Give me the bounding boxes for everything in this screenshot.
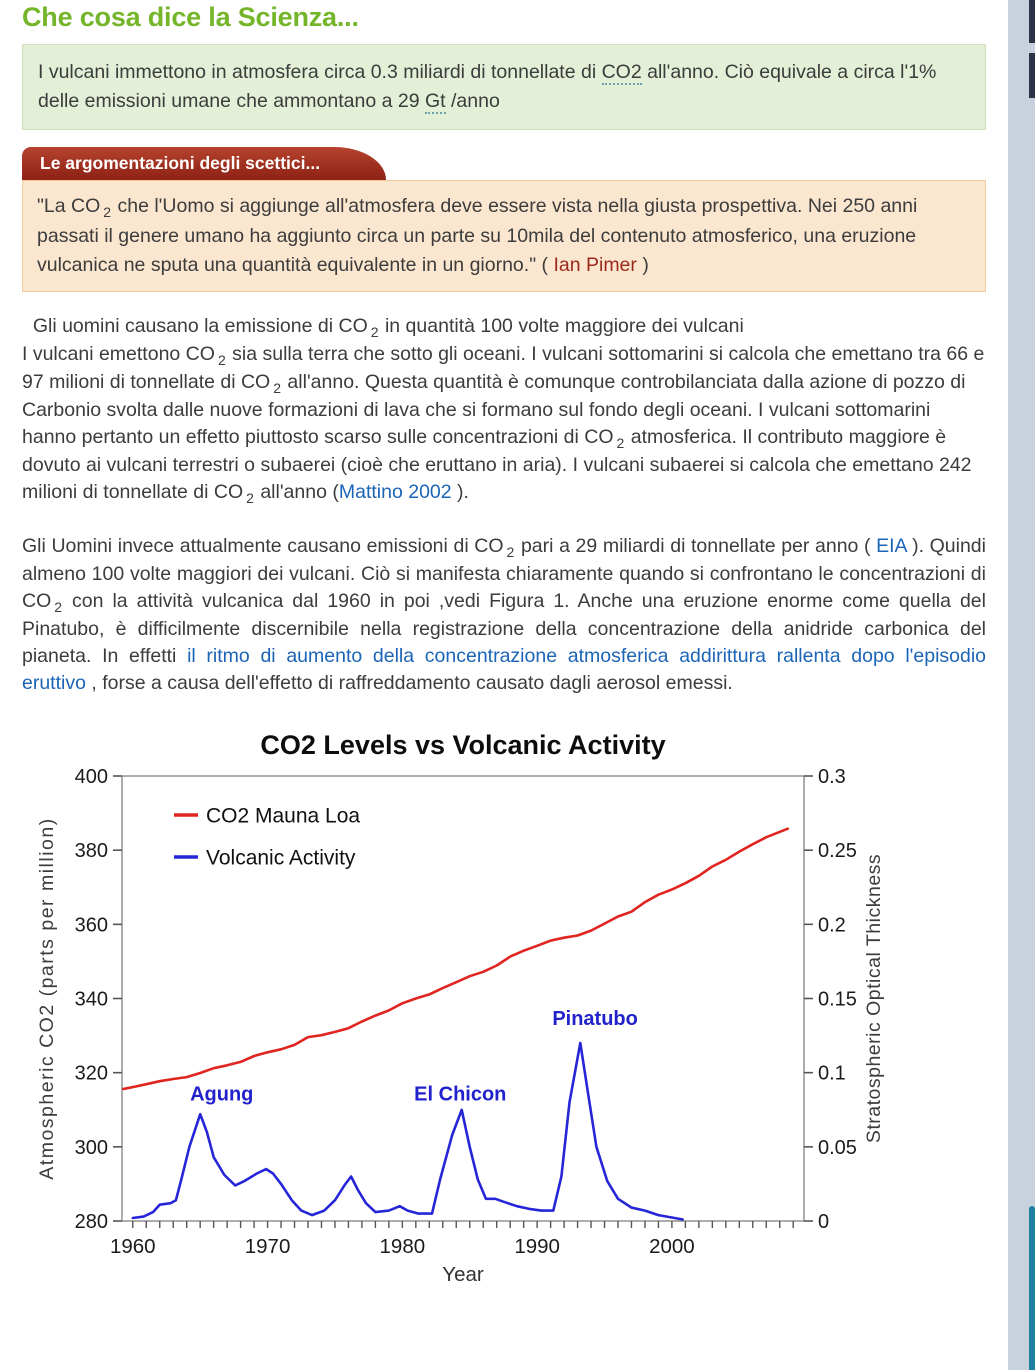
svg-text:Atmospheric CO2 (parts per mil: Atmospheric CO2 (parts per million) — [36, 817, 58, 1180]
eia-link[interactable]: EIA — [876, 535, 907, 557]
science-summary-box — [22, 44, 986, 130]
body-text: Gli Uomini invece attualmente causano emissioni di CO — [22, 535, 504, 557]
skeptics-banner — [22, 147, 392, 180]
svg-text:1970: 1970 — [244, 1235, 291, 1258]
subscript-2: 2 — [616, 435, 625, 451]
body-text: pari a 29 miliardi di tonnellate per anno ( — [515, 535, 877, 557]
quote-text: "La CO — [37, 195, 101, 217]
eruption-rate-link[interactable]: il ritmo di aumento della concentrazione atmosferica addirittura rallenta dopo l'episodio eruttivo — [22, 645, 987, 694]
co2-abbr: CO2 — [601, 61, 642, 83]
body-text: in quantità 100 volte maggiore dei vulcani — [379, 315, 744, 337]
svg-text:El Chicon: El Chicon — [414, 1083, 507, 1106]
body-text: all'anno ( — [254, 481, 339, 503]
subscript-2: 2 — [370, 324, 379, 340]
svg-text:1990: 1990 — [514, 1235, 560, 1258]
svg-text:1960: 1960 — [109, 1235, 156, 1258]
svg-text:320: 320 — [74, 1062, 108, 1085]
body-text: con la attività vulcanica dal 1960 in poi ,vedi Figura 1. Anche una eruzione enorme come quella del Pinatubo, è difficilmente discernibile nella registrazione della concentrazione della anidride carbonica del pianeta. In effetti — [22, 590, 986, 667]
svg-text:CO2 Mauna Loa: CO2 Mauna Loa — [206, 804, 361, 828]
skeptics-banner-curve — [334, 147, 386, 180]
body-text: ). — [451, 481, 469, 503]
body-text: I vulcani emettono CO — [22, 343, 215, 365]
svg-text:360: 360 — [74, 914, 108, 937]
author-link[interactable]: Ian Pimer — [553, 254, 637, 276]
svg-text:Stratospheric Optical Thicknes: Stratospheric Optical Thickness — [863, 853, 885, 1144]
paragraph-volcano-emissions — [22, 313, 986, 507]
subscript-2: 2 — [54, 599, 63, 615]
scrollbar-thumb[interactable] — [1029, 1206, 1035, 1370]
subscript-2: 2 — [246, 490, 254, 506]
right-side-panel — [1008, 0, 1035, 1370]
body-text: sia sulla terra che sotto gli oceani. I vulcani sottomarini si calcola che emettano tra 66 e 97 milioni di tonnellate di CO — [22, 343, 985, 393]
body-text: , forse a causa dell'effetto di raffreddamento causato dagli aerosol emessi. — [85, 672, 733, 694]
mattino-2002-link[interactable]: Mattino 2002 — [338, 481, 452, 503]
svg-text:280: 280 — [74, 1211, 108, 1233]
quote-text: ) — [636, 254, 649, 276]
summary-text: I vulcani immettono in atmosfera circa 0.3 miliardi di tonnellate di — [38, 61, 602, 83]
svg-text:Year: Year — [442, 1263, 484, 1286]
subscript-2: 2 — [273, 380, 282, 396]
svg-text:0.2: 0.2 — [818, 914, 846, 937]
body-text: all'anno. Questa quantità è comunque controbilanciata dalla azione di pozzo di Carbonio svolta dalle nuove formazioni di lava che si formano sul fondo degli oceani. I vulcani sottomarini hanno pertanto un effetto piuttosto scarso sulle concentrazioni di CO — [22, 371, 966, 448]
svg-text:0.3: 0.3 — [818, 766, 846, 788]
summary-text: all'anno. Ciò equivale a circa l'1% delle emissioni umane che ammontano a 29 — [38, 61, 937, 112]
body-text: atmosferica. Il contributo maggiore è dovuto ai vulcani terrestri o subaerei (cioè che eruttano in aria). I vulcani subaerei si calcola che emettano 242 milioni di tonnellate di CO — [22, 426, 972, 503]
svg-text:1980: 1980 — [379, 1235, 426, 1258]
co2-volcanic-activity-chart — [22, 721, 1030, 1299]
skeptic-quote-box — [22, 180, 986, 292]
summary-text: /anno — [445, 90, 500, 112]
body-text: Gli uomini causano la emissione di CO — [22, 315, 368, 337]
science-header: Che cosa dice la Scienza... — [22, 2, 359, 32]
subscript-2: 2 — [217, 352, 226, 368]
gt-abbr: Gt — [424, 90, 446, 112]
scrollbar-segment-second — [1029, 53, 1035, 98]
svg-text:0: 0 — [818, 1211, 830, 1233]
scrollbar-segment-top — [1029, 0, 1035, 43]
svg-text:Volcanic Activity: Volcanic Activity — [206, 846, 356, 870]
svg-text:Pinatubo: Pinatubo — [552, 1007, 638, 1030]
svg-text:300: 300 — [74, 1136, 108, 1159]
svg-text:400: 400 — [74, 766, 108, 788]
svg-text:Agung: Agung — [190, 1083, 254, 1106]
svg-text:0.05: 0.05 — [818, 1136, 857, 1159]
svg-text:0.1: 0.1 — [818, 1062, 846, 1085]
svg-text:CO2 Levels vs Volcanic Activit: CO2 Levels vs Volcanic Activity — [260, 730, 666, 760]
svg-text:340: 340 — [74, 988, 108, 1011]
svg-text:380: 380 — [74, 840, 108, 863]
svg-text:0.25: 0.25 — [818, 840, 857, 863]
svg-text:2000: 2000 — [649, 1235, 695, 1258]
paragraph-human-emissions — [22, 533, 986, 697]
quote-text: che l'Uomo si aggiunge all'atmosfera deve essere vista nella giusta prospettiva. Nei 250 anni passati il genere umano ha aggiunto circa un parte su 10mila del contenuto atmosferico, una eruzione vulcanica ne sputa una quantità equivalente in un giorno." ( — [37, 195, 918, 276]
subscript-2: 2 — [506, 544, 515, 560]
skeptics-banner-label: Le argomentazioni degli scettici... — [22, 147, 334, 180]
body-text: ). Quindi almeno 100 volte maggiori dei vulcani. Ciò si manifesta chiaramente quando si confrontano le concentrazioni di CO — [22, 535, 986, 612]
subscript-2: 2 — [103, 204, 112, 220]
svg-text:0.15: 0.15 — [818, 988, 857, 1011]
figure-1 — [22, 721, 986, 1304]
